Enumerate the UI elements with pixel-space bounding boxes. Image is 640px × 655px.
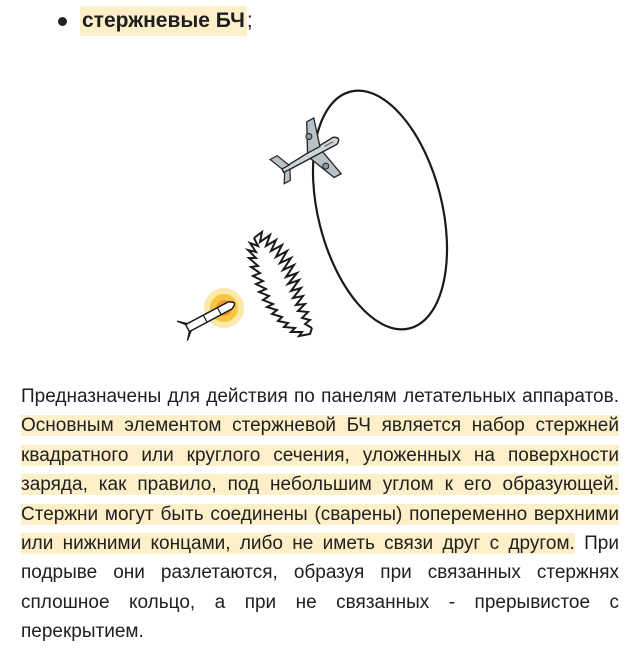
bullet-punct: ; (246, 9, 253, 32)
paragraph-highlight: Основным элементом стержневой БЧ является набор стержней квадратного или круглого сечения, уложенных на поверхности заряда, как правило, под небольшим углом к его образующей. Стержни могут быть соединены (сварены) попеременно верхними или нижними концами, либо не иметь связи друг с другом. (21, 415, 619, 555)
rod-ring-icon (248, 232, 312, 336)
rod-warhead-illustration (162, 58, 478, 364)
bullet-item (58, 6, 253, 36)
trajectory-ellipse-icon (290, 77, 469, 344)
paragraph-intro: Предназначены для действия по панелям летательных аппаратов. (21, 386, 619, 407)
illustration-svg (162, 58, 478, 364)
paragraph-outro: При подрыве они разлетаются, образуя при связанных стержнях сплошное кольцо, а при не связанных - прерывистое с перекрытием. (21, 533, 619, 643)
bullet-term: стержневые БЧ (80, 6, 247, 36)
airplane-icon (263, 112, 354, 200)
bullet-dot (58, 17, 67, 26)
description-paragraph (21, 382, 619, 647)
missile-icon (177, 288, 244, 341)
